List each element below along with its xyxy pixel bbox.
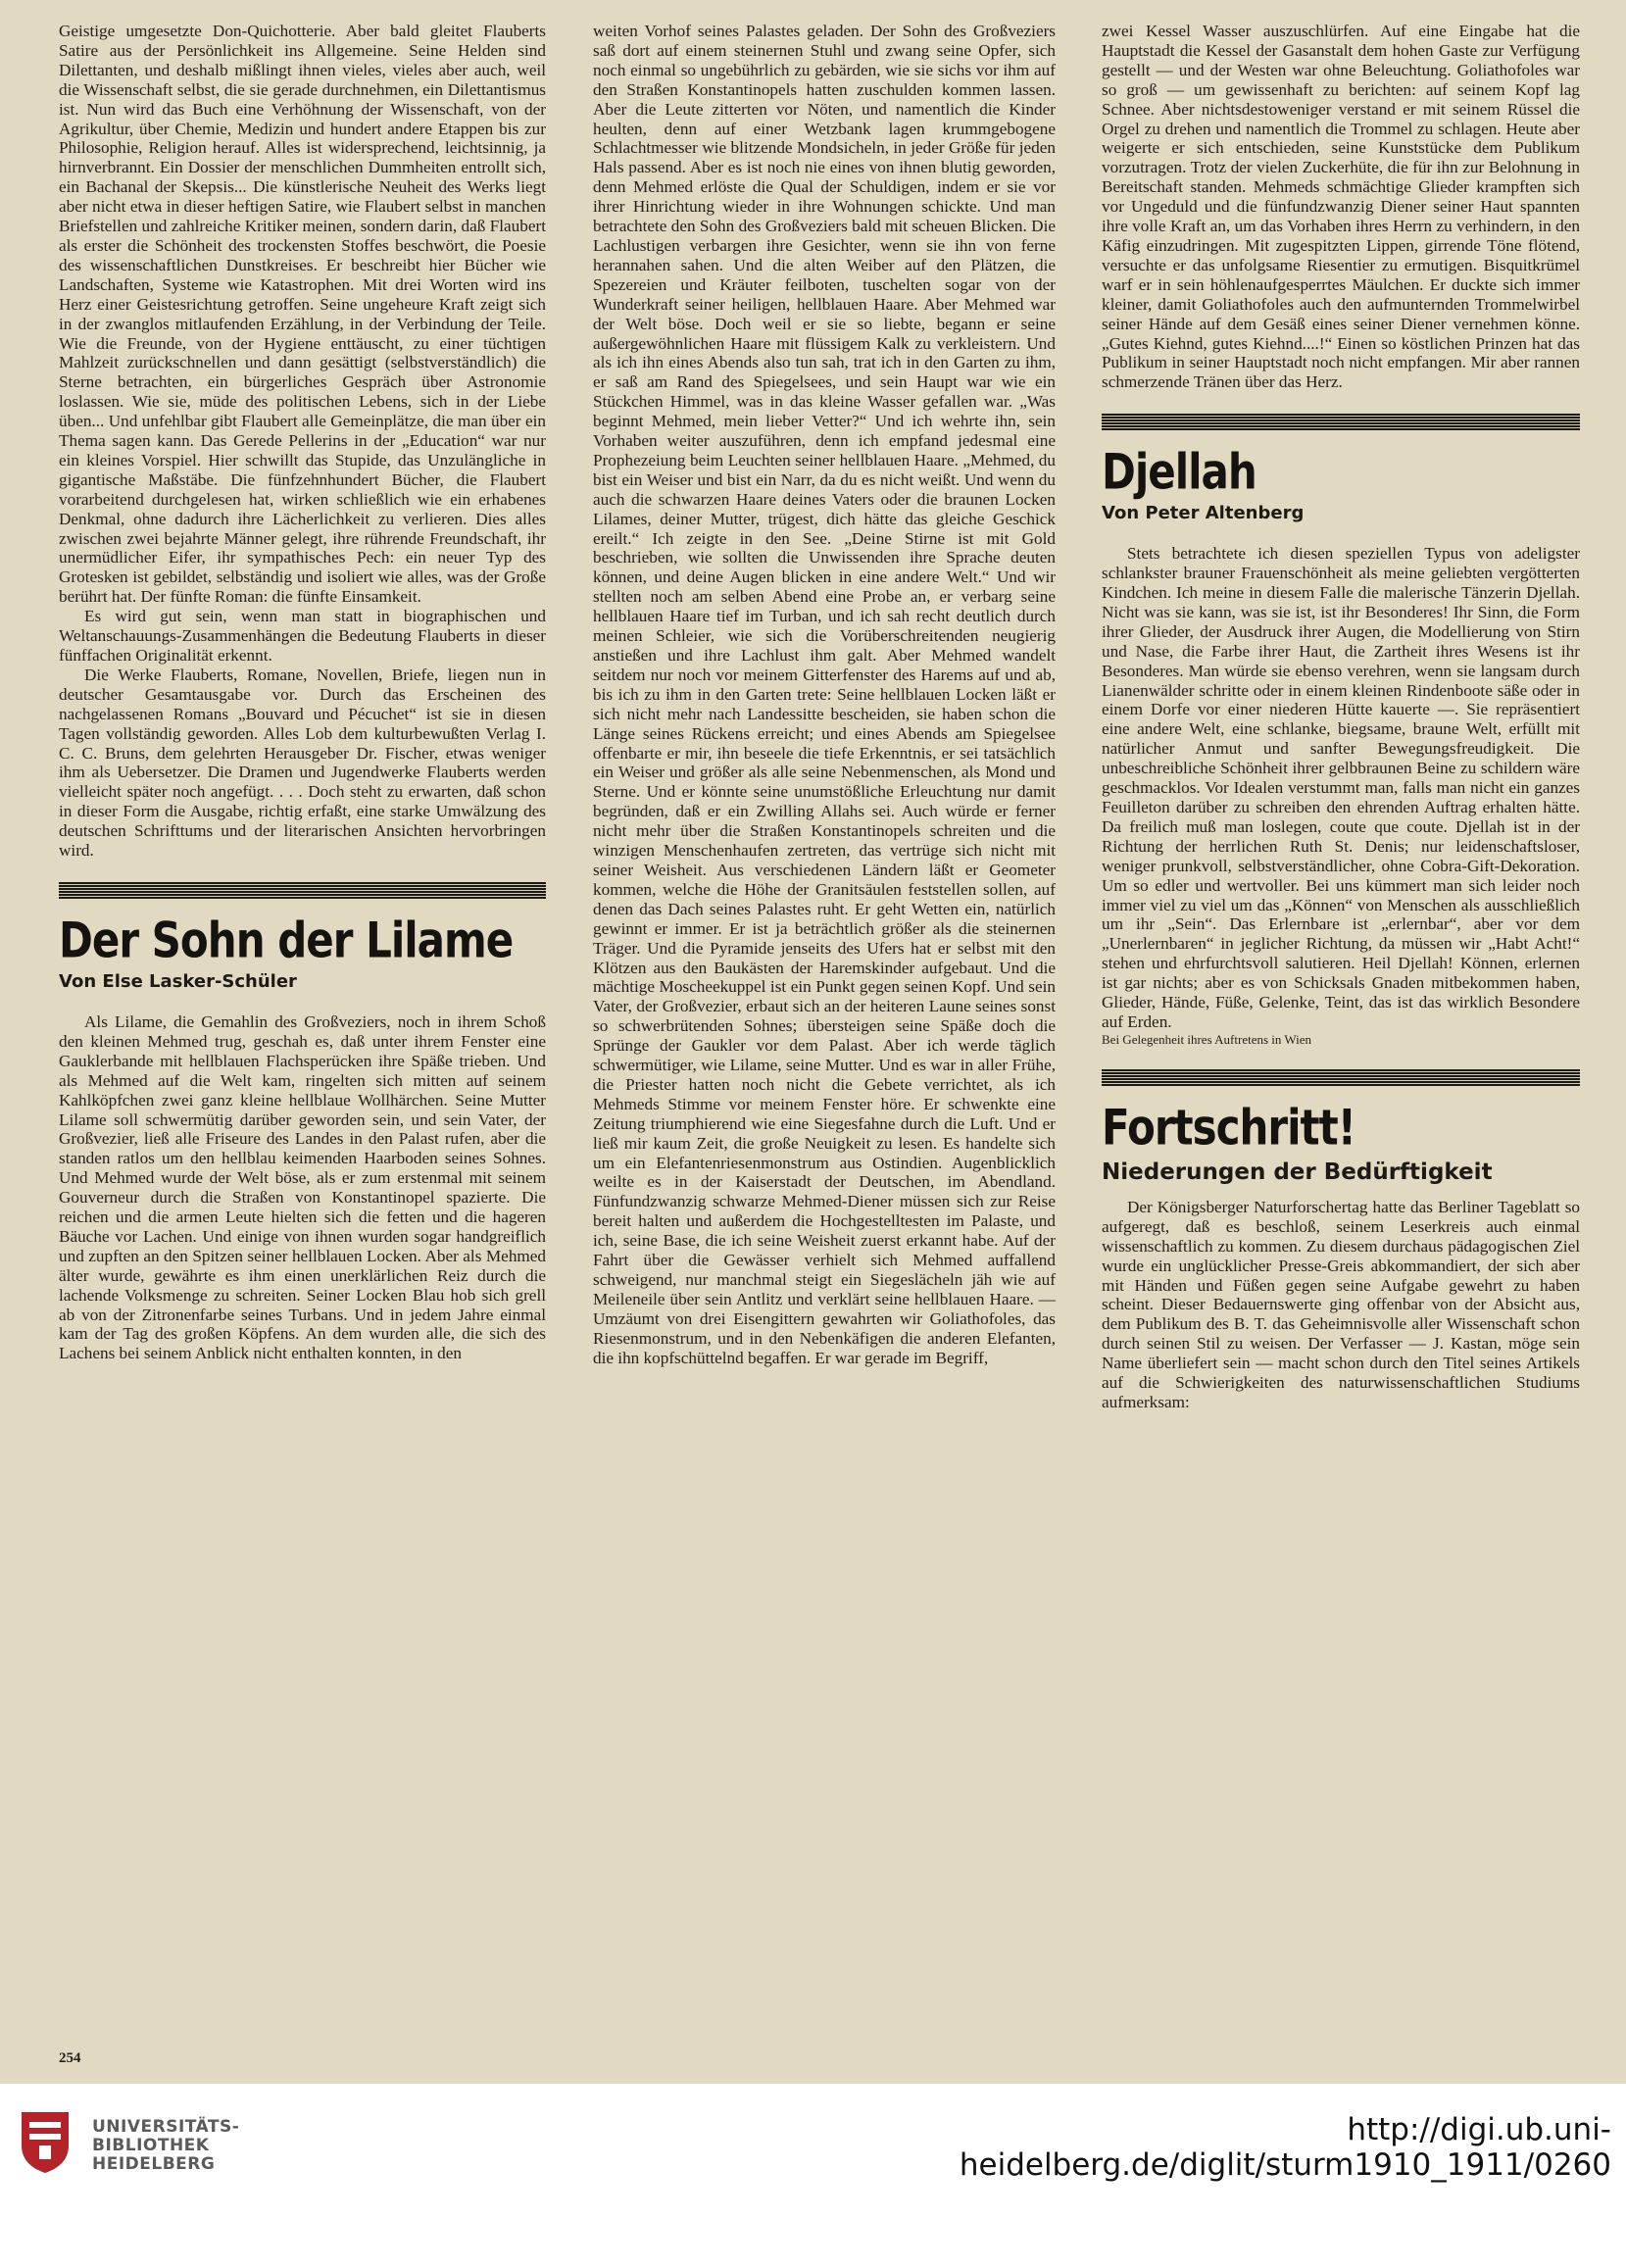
paragraph: Geistige umgesetzte Don-Quichotterie. Aber bald gleitet Flauberts Satire aus der Persönlichkeit ins Allgemeine. Seine Helden sind Dilettanten, und deshalb mißlingt ihnen vieles, vieles aber auch, weil die Wissenschaft selbst, die sie gerade durchnehmen, ein Dilettantismus ist. Nun wird das Buch eine Verhöhnung der Wissenschaft, von der Agrikultur, über Chemie, Medizin und hundert andere Etappen bis zur Philosophie, Religion herauf. Alles ist widersprechend, leichtsinnig, ja hirnverbrannt. Ein Dossier der menschlichen Dummheiten entrollt sich, ein Bachanal der Skepsis... Die künstlerische Neuheit des Werks liegt aber nicht etwa in dieser heftigen Satire, wie Flaubert selbst in manchen Briefstellen und zahlreiche Kritiker meinen, sondern darin, daß Flaubert als erster die Schönheit des trockensten Stoffes beschwört, die Poesie des wissenschaftlichen Dunstkreises. Er beschreibt hier Bücher wie Landschaften, Systeme wie Katastrophen. Mit drei Worten wird ins Herz einer Geistesrichtung getroffen. Seine ungeheure Kraft zeigt sich in der zwanglos mitlaufenden Erzählung, in der Verbindung der Teile. Wie die Freunde, von der Hygiene enttäuscht, zu einer tüchtigen Mahlzeit zurückschnellen und dann gesättigt (selbstverständlich) die Sterne betrachten, ein bürgerliches Gespräch über Astronomie loslassen. Wie sie, müde des politischen Lebens, sich in der Liebe üben... Und unfehlbar gibt Flaubert alle Gemeinplätze, die man über ein Thema sagen kann. Das Gerede Pellerins in der „Education“ war nur ein kleines Vorspiel. Hier schwillt das Stupide, das Unzulängliche in gigantische Maßstäbe. Die fünfzehnhundert Bücher, die Flaubert vorarbeitend durchgelesen hat, wirken schließlich wie ein erhabenes Denkmal, ohne dadurch ihre Lächerlichkeit zu verlieren. Dies alles zwischen zwei bejahrte Männer gelegt, ihre rührende Freundschaft, ihr unermüdlicher Eifer, ihr sympathisches Pech: ein neuer Typ des Grotesken ist gebildet, selbständig und isoliert wie alles, was der Große berührt hat. Der fünfte Roman: die fünfte Einsamkeit. [59, 22, 546, 607]
library-line: UNIVERSITÄTS- [92, 2117, 240, 2137]
footnote: Bei Gelegenheit ihres Auftretens in Wien [1102, 1031, 1312, 1047]
column-2 [593, 22, 1056, 1368]
article-title: Djellah [1102, 443, 1256, 501]
page-number: 254 [59, 2050, 81, 2066]
section-divider [59, 882, 546, 899]
article-title: Fortschritt! [1102, 1099, 1355, 1157]
paragraph: weiten Vorhof seines Palastes geladen. Der Sohn des Großveziers saß dort auf einem steinernen Stuhl und zwang seine Opfer, sich noch einmal so ungebührlich zu gebärden, wie sie sichs vor ihm auf den Straßen Konstantinopels hatten zuschulden kommen lassen. Aber die Leute zitterten vor Nöten, und namentlich die Kinder heulten, denn auf einer Wetzbank lagen krummgebogene Schlachtmesser wie blitzende Mondsicheln, in jeder Größe für jeden Hals passend. Aber es ist noch nie eines von ihnen blutig geworden, denn Mehmed erlöste die Qual der Schuldigen, indem er sie vor ihrer Hinrichtung wieder in ihre Wohnungen schickte. Und man betrachtete den Sohn des Großveziers bald mit scheuen Blicken. Die Lachlustigen verbargen ihre Gesichter, wenn sie ihn von ferne herannahen sahen. Und die alten Weiber auf den Plätzen, die Spezereien und Kräuter feilboten, tuschelten sogar von der Wunderkraft seiner heiligen, hellblauen Haare. Aber Mehmed war der Welt böse. Doch weil er sie so liebte, begann er seine außergewöhnlichen Haare mit flüssigem Kalk zu verkleistern. Und als ich ihn eines Abends also tun sah, trat ich in den Garten zu ihm, er saß am Rand des Spiegelsees, und sein Haupt war wie ein Stückchen Himmel, was in das kleine Wasser gefallen war. „Was beginnt Mehmed, mein lieber Vetter?“ Und ich wehrte ihn, sein Vorhaben weiter auszuführen, denn ich empfand jedesmal eine Prophezeiung beim Leuchten seiner hellblauen Haare. „Mehmed, du bist ein Weiser und bist ein Narr, da du es nicht weißt. Und wenn du auch die schwarzen Haare deines Vaters oder die braunen Locken Lilames, deiner Mutter, trügest, dich hätte das gleiche Geschick ereilt.“ Ich zeigte in den See. „Deine Stirne ist mit Gold beschrieben, wie sollten die Unwissenden ihre Sprache deuten können, und deine Augen blicken in eine andere Welt.“ Und wir stellten noch am selben Abend eine Probe an, er verbarg seine hellblauen Haare tief im Turban, und ich sah recht deutlich durch meinen Schleier, wie sich die Vorüberschreitenden neugierig anstießen und ihre Lachlust ihm galt. Aber Mehmed wandelt seitdem nur noch vor meinem Gitterfenster des Harems auf und ab, bis ich zu ihm in den Garten trete: Seine hellblauen Locken läßt er sich nicht mehr nach Landessitte bescheiden, sie haben schon die Länge seines Rückens erreicht; und eines Abends am Spiegelsee offenbarte er mir, ihn beseele die tiefe Erkenntnis, er sei tatsächlich ein Weiser und größer als alle seine Nebenmenschen, als Mond und Sterne. Und er könnte seine unumstößliche Erleuchtung nur damit begründen, daß er ein Zwilling Allahs sei. Auch würde er ferner nicht mehr über die Straßen Konstantinopels schreiten und die winzigen Menschenhaufen zertreten, das vertrüge sich nicht mit seiner Weisheit. Aus verschiedenen Ländern läßt er Geometer kommen, welche die Höhe der Granitsäulen feststellen sollen, auf denen das Dach seines Palastes ruht. Er geht Wetten ein, natürlich gewinnt er immer. Er ist ja beträchtlich größer als die steinernen Träger. Und die Pyramide jenseits des Ufers hat er selbst mit den Klötzen aus den Baukästen der Haremskinder aufgebaut. Und die mächtige Moscheekuppel ist ein Punkt gegen seinen Kopf. Und sein Vater, der Großvezier, erbaut sich an der heiteren Laune seines sonst so schwerbrütenden Sohnes; übersteigen seine Späße doch die Sprünge der Gaukler vor dem Palast. Aber ich werde täglich schwermütiger, wie Lilame, seine Mutter. Und es war in aller Frühe, die Priester hatten noch nicht die Gebete verrichtet, als ich Mehmeds Stimme vor meinem Fenster höre. Er schwenkte eine Zeitung triumphierend wie eine Siegesfahne durch die Luft. Und er ließ mir kaum Zeit, die große Neuigkeit zu lesen. Es handelte sich um ein Elefantenriesenmonstrum aus Ostindien. Augenblicklich weilte es in der Kaiserstadt der Deutschen, im Abendland. Fünfundzwanzig schwarze Mehmed-Diener müssen sich zur Reise bereit halten und außerdem die Hochgestelltesten im Palaste, und ich, seine Base, die ich seine Weisheit zuerst erkannt habe. Auf der Fahrt über die Gewässer verhielt sich Mehmed auffallend schweigend, nur manchmal steigt ein Siegeslächeln jäh wie auf Meileneile über sein Antlitz und verklärt seine hellblauen Haare. — Umzäumt von drei Eisengittern gewahrten wir Goliathofoles, das Riesenmonstrum, und in den Nebenkäfigen die anderen Elefanten, die ihn kopfschüttelnd begaffen. Er war gerade im Begriff, [593, 22, 1056, 1367]
article-title: Der Sohn der Lilame [59, 912, 514, 969]
paragraph: Der Königsberger Naturforschertag hatte das Berliner Tageblatt so aufgeregt, daß es beschloß, seinem Leserkreis auch einmal wissenschaftlich zu kommen. Zu diesem durchaus pädagogischen Ziel wurde ein unglücklicher Presse-Greis abkommandiert, der sich aber mit Händen und Füßen gegen seine Aufgabe gewehrt zu haben scheint. Dieser Bedauernswerte ging offenbar von der Absicht aus, dem Publikum des B. T. das Geheimnisvolle aller Wissenschaft schon durch seinen Stil zu weisen. Der Verfasser — J. Kastan, möge sein Name überliefert sein — macht schon durch den Titel seines Artikels auf die Schwierigkeiten des naturwissenschaftlichen Studiums aufmerksam: [1102, 1197, 1580, 1411]
library-line: BIBLIOTHEK [92, 2136, 210, 2155]
heidelberg-university-library-logo-icon [18, 2108, 73, 2175]
article-subtitle: Niederungen der Bedürftigkeit [1102, 1159, 1493, 1185]
paragraph: Die Werke Flauberts, Romane, Novellen, Briefe, liegen nun in deutscher Gesamtausgabe vor. Durch das Erscheinen des nachgelassenen Romans „Bouvard und Pécuchet“ ist sie in diesen Tagen vollständig geworden. Alles Lob dem kulturbewußten Verlag I. C. C. Bruns, dem gelehrten Herausgeber Dr. Fischer, etwas weniger ihm als Uebersetzer. Die Dramen und Jugendwerke Flauberts werden vielleicht später noch angefügt. . . . Doch steht zu erwarten, daß schon in dieser Form die Ausgabe, richtig erfaßt, eine starke Umwälzung des deutschen Schrifttums und der literarischen Ansichten hervorbringen wird. [59, 665, 546, 861]
paragraph: Als Lilame, die Gemahlin des Großveziers, noch in ihrem Schoß den kleinen Mehmed trug, geschah es, daß unter ihrem Fenster eine Gauklerbande mit hellblauen Flachsperücken ihre Späße trieben. Und als Mehmed auf die Welt kam, ringelten sich mitten auf seinem Kahlköpfchen zwei ganz kleine hellblaue Wollhärchen. Seine Mutter Lilame soll schwermütig darüber geworden sein, und sein Vater, der Großvezier, ließ alle Friseure des Landes in den Palast rufen, aber die standen ratlos um den hellblau keimenden Haarboden seines Sohnes. Und Mehmed wurde der Welt böse, als er zum erstenmal mit seinem Gouverneur durch die Straßen von Konstantinopel spazierte. Die reichen und die armen Leute hielten sich die fetten und die hageren Bäuche vor Lachen. Und einige von ihnen wurden sogar handgreiflich und zupften an den Spitzen seiner hellblauen Locken. Aber als Mehmed älter wurde, gewährte es ihm einen unerklärlichen Reiz durch die lachende Volksmenge zu schreiten. Seiner Locken Blau hob sich grell ab von der Zitronenfarbe seines Turbans. Und in jedem Jahre einmal kam der Tag des großen Köpfens. An dem wurden alle, die sich des Lachens bei seinem Anblick nicht enthalten konnten, in den [59, 1011, 546, 1363]
library-name [92, 2118, 239, 2174]
paragraph: Es wird gut sein, wenn man statt in biographischen und Weltanschauungs-Zusammenhängen die Bedeutung Flauberts in dieser fünffachen Originalität erkennt. [59, 607, 546, 665]
article-byline: Von Peter Altenberg [1102, 503, 1305, 524]
library-line: HEIDELBERG [92, 2154, 216, 2174]
section-divider [1102, 1069, 1580, 1086]
source-url-link[interactable]: http://digi.ub.uni-heidelberg.de/diglit/sturm1910_1911/0260 [959, 2112, 1611, 2183]
article-byline: Von Else Lasker-Schüler [59, 970, 297, 992]
paragraph: Stets betrachtete ich diesen speziellen Typus von adeligster schlankster brauner Frauenschönheit als meine geliebten vergötterten Kindchen. Ich meine in diesem Falle die malerische Tänzerin Djellah. Nicht was sie kann, was sie ist, ist ihr Besonderes! Ihr Sinn, die Form ihrer Glieder, der Ausdruck ihrer Augen, die Modellierung von Stirn und Nase, die Farbe ihrer Haut, die Zartheit ihres Wesens ist ihr Besonderes. Man würde sie ebenso verehren, wenn sie langsam durch Lianenwälder schritte oder in einem kleinen Rindenboote säße oder in einem Dorfe vor einer niederen Hütte kauerte —. Sie repräsentiert eine andere Welt, eine schlanke, biegsame, braune Welt, erfüllt mit natürlicher Anmut und sanfter Bewegungsfreudigkeit. Die unbeschreibliche Schönheit ihrer gelbbraunen Beine zu schildern wäre geschmacklos. Vor Idealen verstummt man, falls man nicht ein ganzes Feuilleton darüber zu schreiben den ehrenden Auftrag erhalten hätte. Da freilich muß man loslegen, coute que coute. Djellah ist in der Richtung der herrlichen Ruth St. Denis; nur leidenschaftsloser, weniger prunkvoll, selbstverständlicher, ohne Cobra-Gift-Dekoration. Um so edler und wertvoller. Bei uns kümmert man sich leider noch immer viel zu viel um das „Können“ von Menschen als ausschließlich um ihr „Sein“. Das Erlernbare ist „erlernbar“, aber vor dem „Unerlernbaren“ in jeglicher Richtung, da müssen wir „Habt Acht!“ stehen und ehrfurchtsvoll salutieren. Heil Djellah! Können, erlernen ist gar nichts; aber es von Schicksals Gnaden mitbekommen haben, Glieder, Hände, Füße, Gelenke, Teint, das ist das wirklich Besondere auf Erden. [1102, 544, 1580, 1031]
section-divider [1102, 414, 1580, 430]
column-3 [1102, 22, 1580, 1412]
column-1 [59, 22, 546, 1363]
paragraph: zwei Kessel Wasser auszuschlürfen. Auf eine Eingabe hat die Hauptstadt die Kessel der Gasanstalt dem hohen Gaste zur Verfügung gestellt — und der Westen war ohne Beleuchtung. Goliathofoles war so groß — um gewissenhaft zu berichten: auf seinem Kopf lag Schnee. Aber nichtsdestoweniger verstand er mit seinem Rüssel die Orgel zu drehen und namentlich die Trommel zu schlagen. Heute aber weigerte er sich entschieden, seine Kunststücke dem Publikum vorzutragen. Trotz der vielen Zuckerhüte, die für ihn zur Belohnung in Bereitschaft standen. Mehmeds schmächtige Glieder krampften sich vor Ungeduld und die fünfundzwanzig Diener seiner Haut spannten ihre volle Kraft an, um das Vorhaben ihres Herrn zu verhindern, in den Käfig einzudringen. Mit zugespitzten Lippen, girrende Töne flötend, versuchte er das unfolgsame Riesentier zu ermutigen. Bisquitkrümel warf er in sein höhlenaufgesperrtes Mäulchen. Er duckte sich immer kleiner, damit Goliathofoles auch den aufmunternden Trommelwirbel seiner Hände auf dem Gesäß eines seiner Diener vernehmen könne. „Gutes Kiehnd, gutes Kiehnd....!“ Einen so köstlichen Prinzen hat das Publikum in seiner Hauptstadt noch nicht empfangen. Mir aber rannen schmerzende Tränen über das Herz. [1102, 22, 1580, 392]
